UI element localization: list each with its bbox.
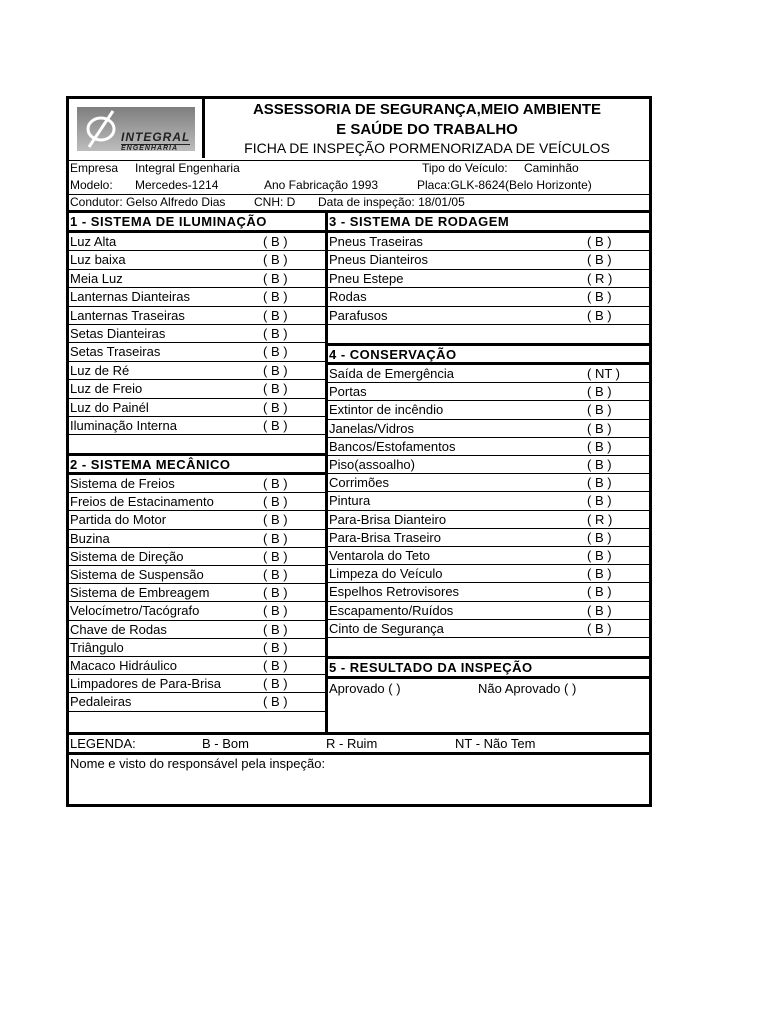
item-label: Meia Luz <box>70 270 123 286</box>
blank-row <box>328 639 649 657</box>
item-rating[interactable]: ( B ) <box>587 457 612 472</box>
item-rating[interactable]: ( B ) <box>263 252 288 268</box>
item-rating[interactable]: ( B ) <box>587 252 612 268</box>
item-label: Sistema de Freios <box>70 476 175 491</box>
item-rating[interactable]: ( B ) <box>263 381 288 397</box>
item-label: Triângulo <box>70 639 124 655</box>
nao-aprovado-checkbox[interactable]: Não Aprovado ( ) <box>478 681 577 696</box>
item-label: Ventarola do Teto <box>329 548 430 563</box>
item-rating[interactable]: ( B ) <box>263 494 288 510</box>
item-label: Saída de Emergência <box>329 366 455 381</box>
item-rating[interactable]: ( B ) <box>587 420 612 436</box>
list-item <box>328 383 649 401</box>
list-item <box>328 307 649 325</box>
signature-label: Nome e visto do responsável pela inspeção: <box>70 756 326 771</box>
item-rating[interactable]: ( B ) <box>263 530 288 546</box>
section-title-mecanico: 2 - SISTEMA MECÂNICO <box>69 456 325 474</box>
item-label: Freios de Estacinamento <box>70 494 214 510</box>
logo-sub: ENGENHARIA <box>121 144 190 153</box>
item-label: Limpadores de Para-Brisa <box>70 676 222 692</box>
list-item <box>69 270 325 288</box>
item-rating[interactable]: ( B ) <box>263 512 288 528</box>
item-label: Pneu Estepe <box>329 270 404 286</box>
legend-label: LEGENDA: <box>70 736 136 751</box>
blank-row <box>69 436 325 454</box>
item-label: Luz de Ré <box>70 362 130 378</box>
item-rating[interactable]: ( B ) <box>587 402 612 418</box>
list-item <box>69 325 325 343</box>
list-item <box>69 675 325 693</box>
item-rating[interactable]: ( B ) <box>263 476 288 491</box>
list-item <box>69 530 325 548</box>
legend-nao-tem: NT - Não Tem <box>455 736 536 751</box>
item-rating[interactable]: ( NT ) <box>587 366 620 381</box>
list-item <box>69 566 325 584</box>
tipo-value: Caminhão <box>524 161 579 175</box>
empresa-label: Empresa <box>70 161 119 175</box>
list-item <box>328 583 649 601</box>
list-item <box>69 548 325 566</box>
list-item <box>69 417 325 435</box>
item-rating[interactable]: ( B ) <box>587 438 612 454</box>
item-rating[interactable]: ( B ) <box>263 418 288 433</box>
section-title-iluminacao: 1 - SISTEMA DE ILUMINAÇÃO <box>69 213 325 231</box>
item-label: Parafusos <box>329 307 388 323</box>
item-rating[interactable]: ( B ) <box>587 289 612 305</box>
list-item <box>328 233 649 251</box>
item-rating[interactable]: ( B ) <box>263 399 288 415</box>
item-rating[interactable]: ( B ) <box>263 548 288 564</box>
item-label: Lanternas Traseiras <box>70 307 185 323</box>
integral-logo-icon <box>77 107 195 151</box>
item-label: Setas Dianteiras <box>70 326 166 341</box>
empresa-value: Integral Engenharia <box>135 161 240 175</box>
modelo-label: Modelo: <box>70 178 113 192</box>
list-item <box>69 493 325 511</box>
list-item <box>328 270 649 288</box>
section-title-conservacao: 4 - CONSERVAÇÃO <box>328 346 649 364</box>
title-line-2: E SAÚDE DO TRABALHO <box>336 121 518 138</box>
list-item <box>69 693 325 711</box>
item-rating[interactable]: ( B ) <box>587 529 612 545</box>
item-rating[interactable]: ( B ) <box>587 602 612 618</box>
list-item <box>69 657 325 675</box>
item-label: Pneus Dianteiros <box>329 252 428 268</box>
item-rating[interactable]: ( B ) <box>263 603 288 619</box>
list-item <box>69 621 325 639</box>
list-item <box>69 511 325 529</box>
item-label: Pintura <box>329 493 371 509</box>
item-rating[interactable]: ( B ) <box>587 584 612 600</box>
inspection-form <box>66 96 652 807</box>
item-rating[interactable]: ( B ) <box>263 694 288 710</box>
list-item <box>328 401 649 419</box>
logo-name: INTEGRAL <box>121 130 191 144</box>
title-line-1: ASSESSORIA DE SEGURANÇA,MEIO AMBIENTE <box>252 101 602 118</box>
item-label: Sistema de Suspensão <box>70 567 204 582</box>
item-label: Corrimões <box>329 475 389 491</box>
list-item <box>69 475 325 493</box>
item-label: Luz do Painél <box>70 399 149 415</box>
item-rating[interactable]: ( B ) <box>263 234 288 249</box>
list-item <box>69 639 325 657</box>
item-rating[interactable]: ( R ) <box>587 270 613 286</box>
condutor: Condutor: Gelso Alfredo Dias <box>70 195 226 209</box>
list-item <box>328 565 649 583</box>
list-item <box>328 251 649 269</box>
item-label: Setas Traseiras <box>70 344 161 360</box>
list-item <box>328 438 649 456</box>
item-label: Sistema de Embreagem <box>70 585 210 601</box>
item-label: Espelhos Retrovisores <box>329 584 460 600</box>
item-rating[interactable]: ( B ) <box>587 384 612 400</box>
list-item <box>69 233 325 251</box>
item-rating[interactable]: ( B ) <box>263 621 288 637</box>
list-item <box>69 343 325 361</box>
item-label: Luz de Freio <box>70 381 143 397</box>
item-rating[interactable]: ( B ) <box>587 475 612 491</box>
tipo-label: Tipo do Veículo: <box>422 161 508 175</box>
list-item <box>69 584 325 602</box>
section-title-rodagem: 3 - SISTEMA DE RODAGEM <box>328 213 649 231</box>
item-rating[interactable]: ( B ) <box>263 362 288 378</box>
item-rating[interactable]: ( B ) <box>587 493 612 509</box>
item-label: Para-Brisa Dianteiro <box>329 511 447 527</box>
item-label: Pneus Traseiras <box>329 234 423 249</box>
item-label: Chave de Rodas <box>70 621 167 637</box>
item-label: Cinto de Segurança <box>329 620 444 636</box>
item-rating[interactable]: ( B ) <box>587 234 612 249</box>
item-label: Lanternas Dianteiras <box>70 289 190 305</box>
item-label: Buzina <box>70 530 110 546</box>
item-rating[interactable]: ( B ) <box>263 567 288 582</box>
item-label: Luz baixa <box>70 252 126 268</box>
data-inspecao: Data de inspeção: 18/01/05 <box>318 195 465 209</box>
item-rating[interactable]: ( B ) <box>263 639 288 655</box>
legend-bom: B - Bom <box>202 736 249 751</box>
list-item <box>69 602 325 620</box>
item-rating[interactable]: ( B ) <box>263 658 288 673</box>
list-item <box>328 474 649 492</box>
item-label: Partida do Motor <box>70 512 167 528</box>
item-label: Rodas <box>329 289 367 305</box>
info-row-condutor <box>69 194 649 211</box>
item-rating[interactable]: ( B ) <box>587 548 612 563</box>
company-logo <box>69 99 205 158</box>
item-rating[interactable]: ( B ) <box>263 676 288 692</box>
ano-fabricacao: Ano Fabricação 1993 <box>264 178 379 192</box>
cnh: CNH: D <box>254 195 296 209</box>
item-label: Portas <box>329 384 367 400</box>
signature-area[interactable] <box>69 771 649 801</box>
item-rating[interactable]: ( B ) <box>263 344 288 360</box>
list-item <box>328 547 649 565</box>
item-rating[interactable]: ( B ) <box>263 326 288 341</box>
list-item <box>69 399 325 417</box>
list-item <box>69 251 325 269</box>
item-rating[interactable]: ( B ) <box>263 307 288 323</box>
item-label: Limpeza do Veículo <box>329 566 443 582</box>
item-label: Luz Alta <box>70 234 117 249</box>
modelo-value: Mercedes-1214 <box>135 178 219 192</box>
item-label: Velocímetro/Tacógrafo <box>70 603 200 619</box>
form-header <box>69 99 649 161</box>
list-item <box>328 492 649 510</box>
list-item <box>328 620 649 638</box>
item-rating[interactable]: ( B ) <box>263 289 288 305</box>
list-item <box>69 307 325 325</box>
item-label: Macaco Hidráulico <box>70 658 177 673</box>
list-item <box>328 511 649 529</box>
legend-ruim: R - Ruim <box>326 736 378 751</box>
item-label: Bancos/Estofamentos <box>329 438 456 454</box>
list-item <box>69 380 325 398</box>
aprovado-checkbox[interactable]: Aprovado ( ) <box>329 681 401 696</box>
item-label: Iluminação Interna <box>70 418 177 433</box>
item-rating[interactable]: ( B ) <box>587 307 612 323</box>
section-title-resultado: 5 - RESULTADO DA INSPEÇÃO <box>328 659 649 679</box>
list-item <box>328 529 649 547</box>
list-item <box>328 456 649 474</box>
list-item <box>328 420 649 438</box>
list-item <box>69 362 325 380</box>
item-label: Sistema de Direção <box>70 548 184 564</box>
item-label: Piso(assoalho) <box>329 457 415 472</box>
item-rating[interactable]: ( B ) <box>587 566 612 582</box>
item-rating[interactable]: ( R ) <box>587 511 613 527</box>
list-item <box>328 365 649 383</box>
info-row-modelo <box>69 177 649 194</box>
item-label: Extintor de incêndio <box>329 402 444 418</box>
list-item <box>328 602 649 620</box>
item-label: Pedaleiras <box>70 694 132 710</box>
item-rating[interactable]: ( B ) <box>587 620 612 636</box>
item-label: Janelas/Vidros <box>329 420 415 436</box>
form-subtitle: FICHA DE INSPEÇÃO PORMENORIZADA DE VEÍCULOS <box>244 140 610 156</box>
list-item <box>69 288 325 306</box>
item-label: Escapamento/Ruídos <box>329 602 454 618</box>
placa: Placa:GLK-8624(Belo Horizonte) <box>417 178 592 192</box>
item-rating[interactable]: ( B ) <box>263 270 288 286</box>
info-row-empresa <box>69 160 649 177</box>
item-label: Para-Brisa Traseiro <box>329 529 441 545</box>
list-item <box>328 288 649 306</box>
item-rating[interactable]: ( B ) <box>263 585 288 601</box>
